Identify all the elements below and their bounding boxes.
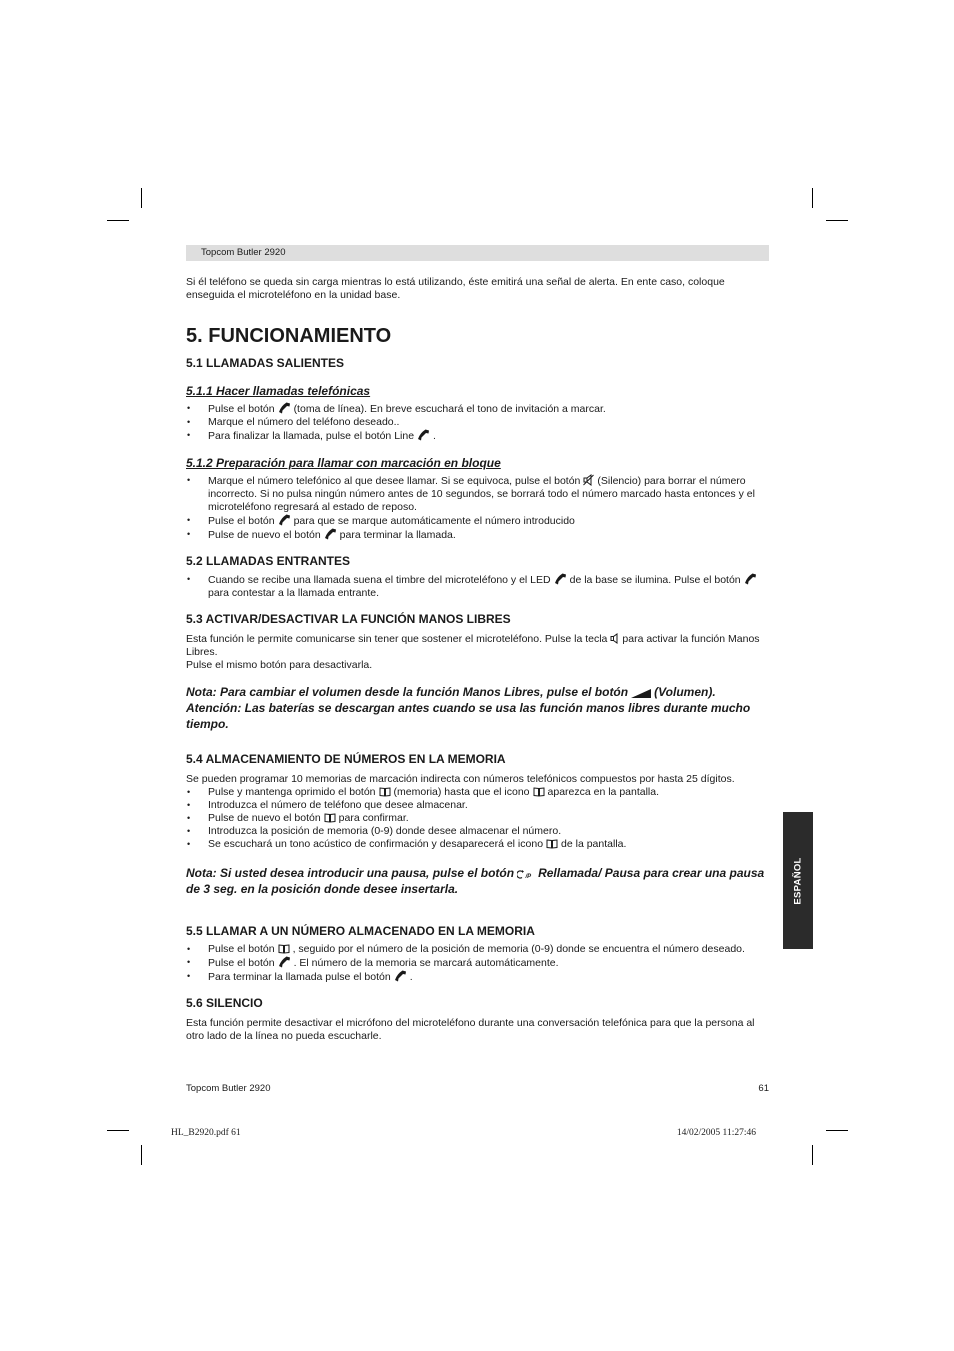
crop-mark — [141, 188, 142, 208]
footer-product: Topcom Butler 2920 — [186, 1083, 271, 1094]
running-header — [186, 245, 769, 261]
memory-book-icon — [379, 787, 391, 797]
phone-icon — [417, 429, 430, 441]
memory-book-icon — [533, 787, 545, 797]
note: Nota: Para cambiar el volumen desde la función Manos Libres, pulse el botón (Volumen). Atención: Las baterías se descargan antes cuando se usa las función manos libres durante mucho tiempo. — [186, 685, 751, 731]
crop-mark — [107, 220, 129, 221]
side-tab-label: ESPAÑOL — [792, 856, 804, 905]
page-number: 61 — [758, 1083, 769, 1094]
crop-mark — [812, 188, 813, 208]
list-item: • Introduzca la posición de memoria (0-9) donde desee almacenar el número. — [186, 825, 769, 838]
list-item: • Pulse de nuevo el botón para confirmar. — [186, 812, 769, 825]
heading-5-4: 5.4 ALMACENAMIENTO DE NÚMEROS EN LA MEMORIA — [186, 752, 506, 766]
note: Nota: Si usted desea introducir una pausa, pulse el botón /P Rellamada/ Pausa para crear una pausa de 3 seg. en la posición donde desee insertarla. — [186, 866, 765, 896]
phone-icon — [744, 573, 757, 585]
memory-book-icon — [324, 813, 336, 823]
bullet-list — [186, 943, 769, 984]
list-item: • Cuando se recibe una llamada suena el timbre del microteléfono y el LED de la base se ilumina. Pulse el botónpara contestar a la llamada entrante. — [186, 573, 769, 600]
bullet-list — [186, 402, 769, 443]
mute-icon — [583, 474, 594, 486]
heading-5-1-2: 5.1.2 Preparación para llamar con marcación en bloque — [186, 456, 501, 470]
paragraph: Esta función permite desactivar el micrófono del microteléfono durante una conversación telefónica para que la persona al otro lado de la línea no pueda escucharle. — [186, 1017, 755, 1042]
memory-book-icon — [546, 839, 558, 849]
list-item: • Pulse el botón . El número de la memoria se marcará automáticamente. — [186, 956, 769, 970]
bullet-list — [186, 573, 769, 600]
header-product: Topcom Butler 2920 — [201, 247, 286, 258]
section-title: 5. FUNCIONAMIENTO — [186, 325, 392, 347]
speaker-icon — [610, 633, 619, 644]
phone-icon — [278, 956, 291, 968]
phone-icon — [554, 573, 567, 585]
main-content — [186, 276, 769, 1043]
volume-icon — [631, 689, 651, 698]
heading-5-3: 5.3 ACTIVAR/DESACTIVAR LA FUNCIÓN MANOS LIBRES — [186, 612, 511, 626]
list-item: • Pulse el botón para que se marque automáticamente el número introducido — [186, 514, 769, 528]
svg-text:/P: /P — [525, 874, 532, 879]
heading-5-5: 5.5 LLAMAR A UN NÚMERO ALMACENADO EN LA MEMORIA — [186, 924, 535, 938]
crop-mark — [107, 1130, 129, 1131]
paragraph: Se pueden programar 10 memorias de marcación indirecta con números telefónicos compuestos por hasta 25 dígitos. — [186, 773, 735, 785]
crop-mark — [826, 1130, 848, 1131]
crop-mark — [826, 220, 848, 221]
heading-5-2: 5.2 LLAMADAS ENTRANTES — [186, 554, 351, 568]
list-item: • Pulse el botón (toma de línea). En breve escuchará el tono de invitación a marcar. — [186, 402, 769, 416]
phone-icon — [394, 970, 407, 982]
paragraph: Esta función le permite comunicarse sin tener que sostener el microteléfono. Pulse la tecla para activar la función Manos Libres. — [186, 633, 760, 658]
list-item: • Marque el número telefónico al que desee llamar. Si se equivoca, pulse el botón (Silencio) para borrar el número incorrecto. Si no pulsa ningún número antes de 10 segundos, se borrará todo el número marcado hasta entonces y el microteléfono regresará al estado de reposo. — [186, 474, 769, 514]
heading-5-1-1: 5.1.1 Hacer llamadas telefónicas — [186, 384, 371, 398]
bullet-list — [186, 786, 769, 851]
crop-mark — [141, 1145, 142, 1165]
heading-5-6: 5.6 SILENCIO — [186, 996, 263, 1010]
list-item: • Marque el número del teléfono deseado.. — [186, 416, 769, 429]
list-item: • Se escuchará un tono acústico de confirmación y desaparecerá el icono de la pantalla. — [186, 838, 769, 851]
phone-icon — [278, 402, 291, 414]
list-item: • Pulse y mantenga oprimido el botón (memoria) hasta que el icono aparezca en la pantalla. — [186, 786, 769, 799]
list-item: • Pulse el botón , seguido por el número de la posición de memoria (0-9) donde se encuentra el número deseado. — [186, 943, 769, 956]
paragraph: Pulse el mismo botón para desactivarla. — [186, 659, 373, 671]
bullet-list — [186, 474, 769, 542]
phone-icon — [278, 514, 291, 526]
redial-pause-icon — [517, 870, 535, 879]
phone-icon — [324, 528, 337, 540]
print-file-info: HL_B2920.pdf 61 — [171, 1128, 241, 1138]
list-item: • Para terminar la llamada pulse el botón . — [186, 970, 769, 984]
crop-mark — [812, 1145, 813, 1165]
heading-5-1: 5.1 LLAMADAS SALIENTES — [186, 356, 345, 370]
list-item: • Para finalizar la llamada, pulse el botón Line . — [186, 429, 769, 443]
memory-book-icon — [278, 944, 290, 954]
list-item: • Introduzca el número de teléfono que desee almacenar. — [186, 799, 769, 812]
print-timestamp: 14/02/2005 11:27:46 — [676, 1128, 756, 1138]
intro-paragraph: Si él teléfono se queda sin carga mientras lo está utilizando, éste emitirá una señal de alerta. En ente caso, coloque enseguida el microteléfono en la unidad base. — [186, 276, 725, 301]
list-item: • Pulse de nuevo el botón para terminar la llamada. — [186, 528, 769, 542]
language-side-tab — [783, 812, 813, 949]
